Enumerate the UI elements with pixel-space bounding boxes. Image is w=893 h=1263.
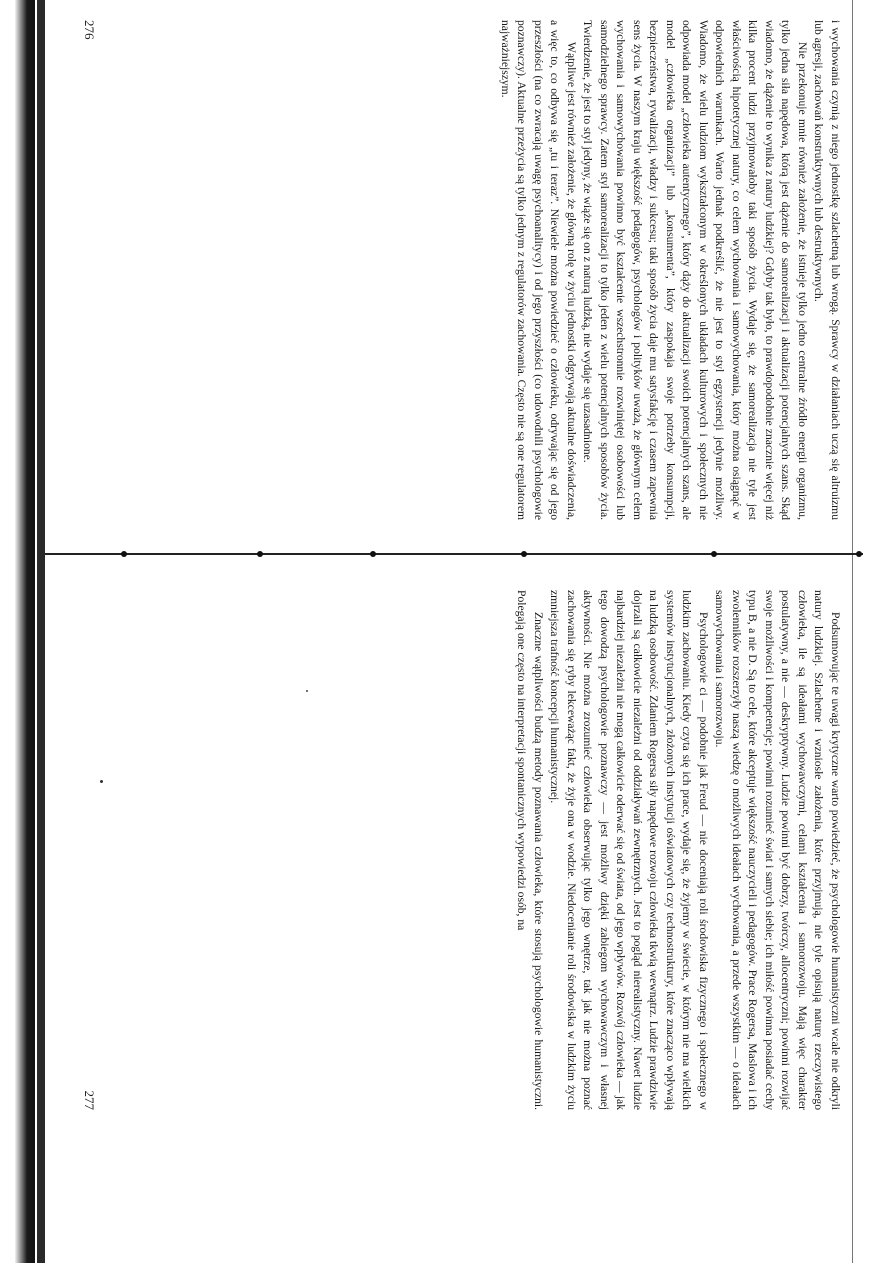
paragraph: Podsumowując te uwagi krytyczne warto powiedzieć, że psychologowie humanistyczni wcale nie odkryli natury ludzkiej. Szlachetne i wzniosłe założenia, które przyjmują, nie tyle opisują naturę rzeczywistego człowieka, ile są ideałami wychowawczymi, celami kształcenia i samorozwoju. Mają więc charakter postulatywny, a nie — deskryptywny. Ludzie powinni być dobrzy, twórczy, allocentryczni; powinni rozwijać swoje możliwości i kompetencje; powinni rozumieć świat i samych siebie; ich miłość powinna posiadać cechy typu B, a nie D. Są to cele, które akceptuje większość nauczycieli i pedagogów. Prace Rogersa, Maslowa i ich zwolenników rozszerzyły naszą wiedzę o możliwych ideałach wychowania, a przede wszystkim — o ideałach samowychowania i samorozwoju.: [713, 590, 842, 1110]
fold-mark: [856, 551, 862, 557]
binding-edge: [15, 0, 35, 1263]
scan-speck: [100, 780, 103, 783]
paragraph: Nie przekonuje mnie również założenie, że istnieje tylko jedno centralne źródło energii organizmu, tylko jedna siła napędowa, którą jest dążenie do samorealizacji i aktualizacji potencjalnych szans. Skąd wiadomo, że dążenie to wynika z natury ludzkiej? Gdyby tak było, to prawdopodobnie znacznie więcej niż kilka procent ludzi przyjmowałoby taki sposób życia. Wydaje się, że samorealizacja nie tyle jest właściwością hipotetycznej natury, co celem wychowania i samowychowania, który można osiągnąć w odpowiednich warunkach. Warto jednak podkreślić, że nie jest to styl egzystencji jedynie możliwy. Wiadomo, że wielu ludziom wykształconym w określonych układach kulturowych i społecznych nie odpowiada model „człowieka autentycznego”, który dąży do aktualizacji swoich potencjalnych szans, ale model „człowieka organizacji” lub „konsumenta”, który zaspokaja swoje potrzeby konsumpcji, bezpieczeństwa, rywalizacji, władzy i sukcesu; taki sposób życia daje mu satysfakcję i czasem zapewnia sens życia. W naszym kraju większość pedagogów, psychologów i polityków uważa, że głównym celem wychowania i samowychowania powinno być kształcenie wszechstronnie rozwiniętej osobowości lub samodzielnego sprawcy. Zatem styl samorealizacji to tylko jeden z wielu potencjalnych sposobów życia. Twierdzenie, że jest to styl jedyny, że wiąże się on z naturą ludzką, nie wydaje się uzasadnione.: [581, 20, 809, 520]
fold-mark: [370, 551, 376, 557]
left-page: [53, 20, 843, 520]
fold-mark: [121, 551, 127, 557]
paragraph: i wychowania czynią z niego jednostkę szlachetną lub wrogą. Sprawcy w działaniach uczą się altruizmu lub agresji, zachowań konstruktywnych lub destruktywnych.: [812, 20, 842, 520]
page-number: 276: [82, 20, 98, 40]
binding-shadow: [37, 0, 45, 1263]
right-page: [53, 590, 843, 1110]
paragraph: Znaczne wątpliwości budzą metody poznawania człowieka, które stosują psychologowie humanistyczni. Polegają one często na interpretacji spontanicznych wypowiedzi osób, na: [515, 590, 545, 1110]
page-number: 277: [82, 1090, 98, 1110]
fold-mark: [711, 551, 717, 557]
paragraph: Psychologowie ci — podobnie jak Freud — nie doceniają roli środowiska fizycznego i społecznego w ludzkim zachowaniu. Kiedy czyta się ich prace, wydaje się, że żyjemy w świecie, w którym nie ma wielkich systemów instytucjonalnych, złożonych instytucji oświatowych czy technostruktury, które znacząco wpływają na ludzką osobowość. Zdaniem Rogersa siły napędowe rozwoju człowieka tkwią wewnątrz. Ludzie prawdziwie dojrzali są całkowicie niezależni od oddziaływań zewnętrznych. Jest to pogląd nierealistyczny. Nawet ludzie najbardziej niezależni nie mogą całkowicie oderwać się od świata, od jego wpływów. Rozwój człowieka — jak tego dowodzą psychologowie poznawczy — jest możliwy dzięki zabiegom wychowawczym i własnej aktywności. Nie można zrozumieć człowieka obserwując tylko jego wnętrze, tak jak nie można poznać zachowania się ryby lekceważąc fakt, że żyje ona w wodzie. Niedocenianie roli środowiska w ludzkim życiu zmniejsza trafność koncepcji humanistycznej.: [548, 590, 710, 1110]
scan-speck: [306, 690, 308, 692]
fold-mark: [257, 551, 263, 557]
fold-mark: [521, 551, 527, 557]
page-fold-line: [43, 553, 863, 555]
top-margin-rule: [852, 0, 853, 1263]
paragraph: Wątpliwe jest również założenie, że główną rolę w życiu jednostki odgrywają aktualne doświadczenia, a więc to, co odbywa się „tu i teraz”. Niewiele można powiedzieć o człowieku, odrywając się od jego przeszłości (na co zwracają uwagę psychoanalitycy) i od jego przyszłości (co udowodnili psychologowie poznawczy). Aktualne przeżycia są tylko jednym z regulatorów zachowania. Często nie są one regulatorem najważniejszym.: [499, 20, 578, 520]
